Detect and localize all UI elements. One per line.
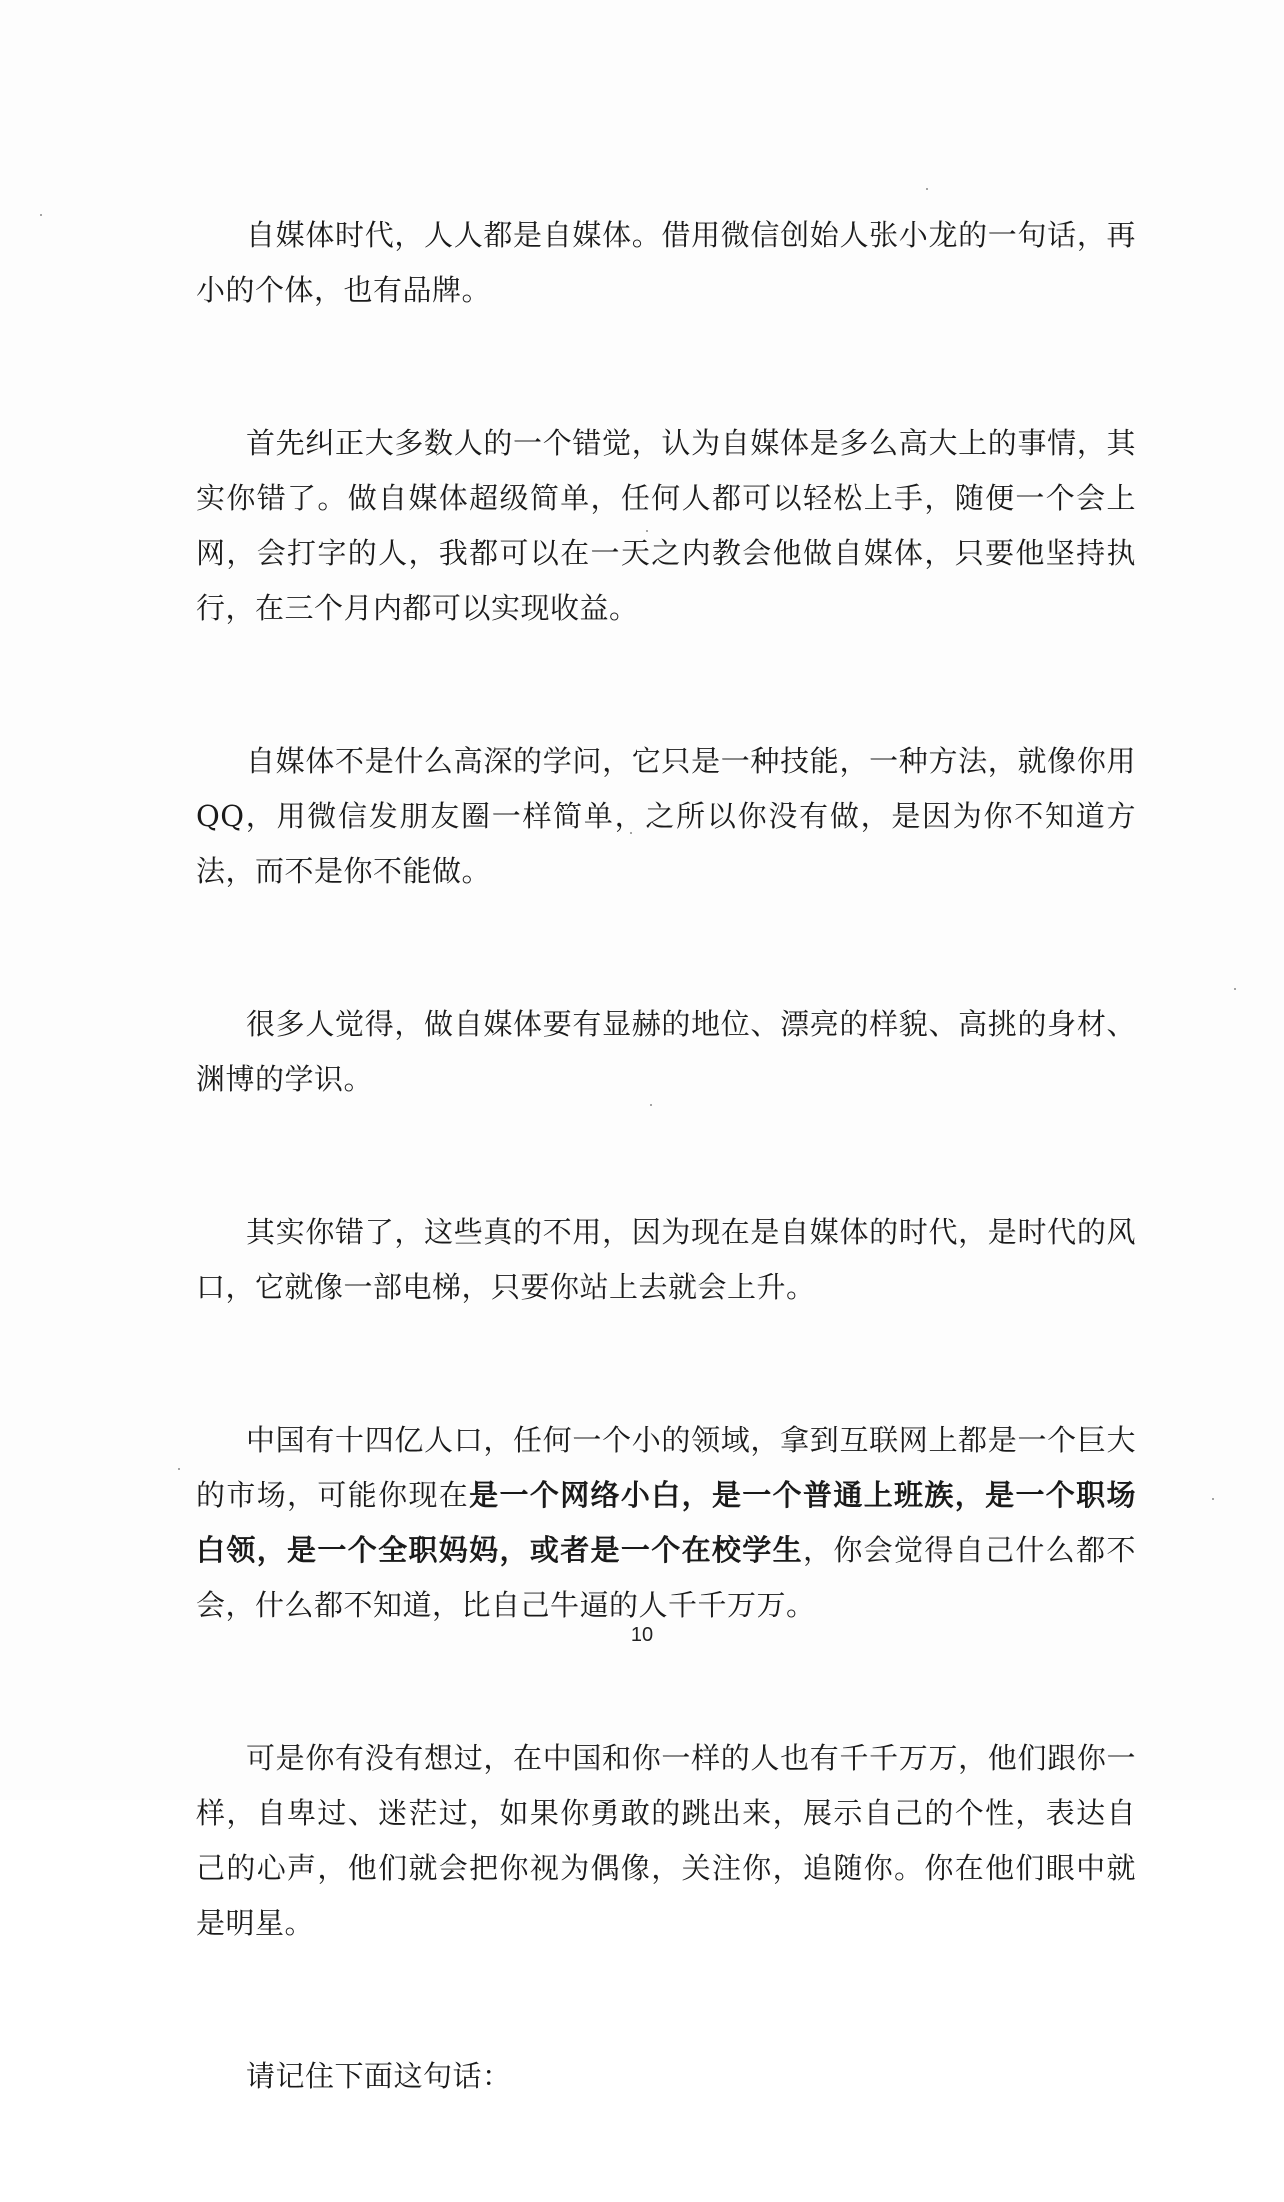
text-segment: 自媒体不是什么高深的学问，它只是一种技能，一种方法，就像你用QQ，用微信发朋友圈一样简单，之所以你没有做，是因为你不知道方法，而不是你不能做。 <box>196 744 1136 888</box>
scan-speck <box>1212 1498 1214 1500</box>
paragraph <box>196 1205 1136 1315</box>
text-segment: 自媒体时代，人人都是自媒体。借用微信创始人张小龙的一句话，再小的个体，也有品牌。 <box>196 218 1136 307</box>
text-segment: 中国有十四亿人口，任何一个小的领域，拿到互联网上都是一个巨大的市场，可能你现在 <box>196 1423 1136 1512</box>
text-segment: 请记住下面这句话： <box>246 2059 512 2093</box>
scan-speck <box>178 1468 180 1470</box>
text-segment: 其实你错了，这些真的不用，因为现在是自媒体的时代，是时代的风口，它就像一部电梯，只要你站上去就会上升。 <box>196 1215 1136 1304</box>
paragraph <box>196 416 1136 636</box>
scan-speck <box>1234 988 1236 990</box>
paragraph <box>196 1413 1136 1633</box>
body-text <box>196 208 1136 2202</box>
text-segment: 首先纠正大多数人的一个错觉，认为自媒体是多么高大上的事情，其实你错了。做自媒体超级简单，任何人都可以轻松上手，随便一个会上网，会打字的人，我都可以在一天之内教会他做自媒体，只要他坚持执行，在三个月内都可以实现收益。 <box>196 426 1136 625</box>
text-segment: 很多人觉得，做自媒体要有显赫的地位、漂亮的样貌、高挑的身材、渊博的学识。 <box>196 1007 1136 1096</box>
paragraph <box>196 1731 1136 1951</box>
paragraph <box>196 734 1136 899</box>
bold-text-segment: 是一个网络小白，是一个普通上班族，是一个职场白领，是一个全职妈妈，或者是一个在校学生 <box>196 1478 1136 1567</box>
scan-speck <box>926 188 928 190</box>
paragraph <box>196 997 1136 1107</box>
paragraph <box>196 2049 1136 2104</box>
scan-speck <box>40 214 42 216</box>
text-segment: ，你会觉得自己什么都不会，什么都不知道，比自己牛逼的人千千万万。 <box>196 1533 1136 1622</box>
text-segment: 可是你有没有想过，在中国和你一样的人也有千千万万，他们跟你一样，自卑过、迷茫过，如果你勇敢的跳出来，展示自己的个性，表达自己的心声，他们就会把你视为偶像，关注你，追随你。你在他们眼中就是明星。 <box>196 1741 1136 1940</box>
page-number: 10 <box>630 1624 654 1646</box>
paragraph <box>196 208 1136 318</box>
